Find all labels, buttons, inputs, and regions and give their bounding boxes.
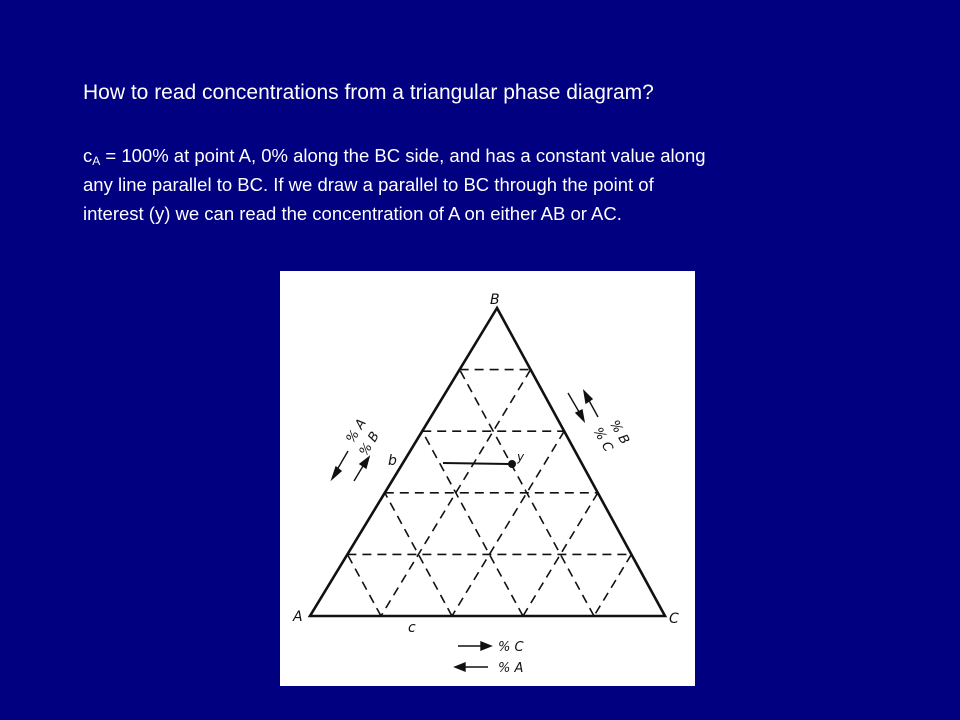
right-axis-arrows: [568, 391, 598, 421]
ternary-diagram-figure: [280, 271, 695, 686]
bottom-axis-c-label: % C: [498, 640, 524, 655]
bottom-axis-arrows: [455, 642, 491, 671]
right-axis-b-label: % B: [606, 417, 632, 448]
vertex-a-label: A: [293, 609, 303, 625]
parallel-to-bc-line: [443, 463, 512, 464]
point-y-label: y: [517, 450, 525, 464]
bottom-axis-a-label: % A: [498, 661, 524, 676]
left-axis-b-label: % B: [356, 429, 383, 459]
point-y: [508, 460, 516, 468]
explanation-line-3: interest (y) we can read the concentration of A on either AB or AC.: [83, 203, 622, 224]
left-axis-a-label: % A: [343, 416, 370, 446]
explanation-line-1: $c_A = 100\%$ at point A, 0% along the BC side, and has a constant value along: [83, 145, 706, 168]
ac-marker-label: c: [408, 620, 416, 636]
concentration-subscript: A: [92, 154, 101, 168]
dashed-grid: [347, 370, 631, 616]
ab-marker-label: b: [388, 453, 397, 469]
vertex-c-label: C: [669, 611, 679, 627]
explanation-line-2: any line parallel to BC. If we draw a parallel to BC through the point of: [83, 174, 654, 195]
right-axis-c-label: % C: [589, 424, 616, 455]
vertex-b-label: B: [490, 292, 500, 308]
slide-title: How to read concentrations from a triangular phase diagram?: [83, 81, 654, 104]
right-axis-labels: [590, 416, 632, 456]
explanation-text: [83, 141, 913, 228]
grid-line-parallel-ac: [347, 554, 381, 616]
grid-line-parallel-ab: [594, 554, 631, 616]
left-axis-labels: [341, 416, 385, 458]
ternary-diagram: [280, 271, 695, 686]
concentration-symbol: c: [83, 145, 93, 166]
